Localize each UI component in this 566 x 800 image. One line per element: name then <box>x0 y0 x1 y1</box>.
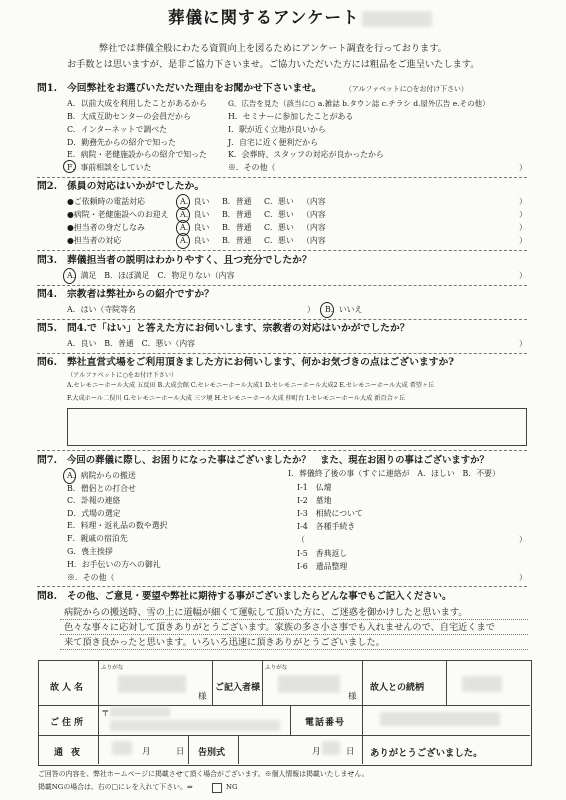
form-col-divider <box>262 660 263 705</box>
ruled-line <box>60 634 528 635</box>
q7-option-c[interactable]: C．訃報の連絡 <box>67 496 121 505</box>
q5-close: ） <box>519 339 527 348</box>
q7-i-1[interactable]: I-1 仏壇 <box>297 483 332 492</box>
redacted-relation <box>462 676 502 692</box>
q8-handwritten-line-1: 病院からの搬送時、雪の上に道幅が細くて運転して頂いた方に、ご迷惑を御かけしたと思います。 <box>64 607 468 618</box>
q1-option-j[interactable]: J．自宅に近く便利だから <box>228 138 318 147</box>
q2-row-3-b[interactable]: B．普通 <box>222 223 252 232</box>
q1-option-e[interactable]: E．病院・老健施設からの紹介で知った <box>67 150 207 159</box>
q2-row-2-c[interactable]: C．悪い <box>264 210 294 219</box>
q7-i-4[interactable]: I-4 各種手続き <box>297 522 356 531</box>
form-col-divider <box>98 660 99 764</box>
wake-label: 通夜 <box>54 748 89 758</box>
q2-row-1-c[interactable]: C．悪い <box>264 197 294 206</box>
intro-line-1: 弊社では葬儀全般にわたる資質向上を図るためにアンケート調査を行っております。 <box>99 43 447 54</box>
q7-i-4-close: ） <box>519 535 527 544</box>
q1-option-i[interactable]: I．駅が近く立地が良いから <box>228 125 326 134</box>
deceased-sama: 様 <box>198 692 207 702</box>
q4-number: 問4. <box>37 289 58 300</box>
furigana-label-2: ふりがな <box>265 665 288 671</box>
q2-row-1-label: ●ご依頼時の電話対応 <box>67 197 145 206</box>
q7-i-6[interactable]: I-6 遺品整理 <box>297 562 348 571</box>
q2-row-3-a[interactable]: A．良い <box>180 223 210 232</box>
q2-row-4-label: ●担当者の対応 <box>67 236 122 245</box>
q3-close: ） <box>519 271 527 280</box>
redacted-phone <box>380 712 500 726</box>
form-col-divider <box>212 660 213 705</box>
form-col-divider <box>290 705 291 735</box>
form-col-divider <box>238 735 239 764</box>
answer-mark-circle <box>63 468 76 484</box>
divider <box>37 177 527 178</box>
q2-row-3-c[interactable]: C．悪い <box>264 223 294 232</box>
q1-option-h[interactable]: H．セミナーに参加したことがある <box>228 112 354 121</box>
q2-row-3-detail[interactable]: （内容 <box>302 223 326 232</box>
divider <box>37 250 527 251</box>
phone-label: 電話番号 <box>305 718 346 728</box>
q7-other-close: ） <box>519 573 527 582</box>
form-col-divider <box>362 735 363 764</box>
q4-option-b[interactable]: B．いいえ <box>325 305 363 314</box>
writer-sama: 様 <box>348 692 357 702</box>
q1-option-c[interactable]: C．インターネットで調べた <box>67 125 168 134</box>
wake-day: 日 <box>176 747 185 757</box>
q7-option-f[interactable]: F．親戚の宿泊先 <box>67 534 128 543</box>
q2-row-2-label: ●病院・老健施設へのお迎え <box>67 210 169 219</box>
q5-options[interactable]: A．良い B．普通 C．悪い（内容 <box>67 339 196 348</box>
q6-note: （アルファベットに○をお付け下さい） <box>67 372 178 379</box>
q4-close: ） <box>307 305 315 314</box>
redacted-postal-code <box>110 707 170 717</box>
q7-option-b[interactable]: B．僧侶との打合せ <box>67 484 136 493</box>
q2-row-2-detail[interactable]: （内容 <box>302 210 326 219</box>
q5-text: 問4.で「はい」と答えた方にお伺いします、宗教者の対応はいかがでしたか？ <box>67 323 410 334</box>
q2-row-2-a[interactable]: A．良い <box>180 210 210 219</box>
q2-row-4-b[interactable]: B．普通 <box>222 236 252 245</box>
redacted-address <box>110 720 280 731</box>
q7-option-a[interactable]: A．病院からの搬送 <box>67 471 136 480</box>
q6-venues-1[interactable]: A.セレモニーホール大成 五反田 B.大成会館 C.セレモニーホール大成1 D.セレモニーホール大成2 E.セレモニーホール大成 希望ヶ丘 <box>67 382 435 389</box>
q6-comment-box[interactable] <box>67 408 527 446</box>
q1-text: 今回弊社をお選びいただいた理由をお聞かせ下さいませ。 <box>67 83 322 94</box>
q7-i-5[interactable]: I-5 香典返し <box>297 549 348 558</box>
wake-month: 月 <box>142 747 151 757</box>
answer-mark-circle <box>320 302 334 318</box>
q3-number: 問3. <box>37 255 58 266</box>
ruled-line <box>60 619 528 620</box>
q8-handwritten-line-2: 色々な事々に応対して頂きありがとうございます。家族の多さ小さ事でも入れませんので、自宅近くまで <box>64 622 495 633</box>
form-col-divider <box>362 660 363 705</box>
q2-row-3-label: ●担当者の身だしなみ <box>67 223 145 232</box>
form-col-divider <box>446 660 447 705</box>
q2-row-4-detail[interactable]: （内容 <box>302 236 326 245</box>
q7-i-2[interactable]: I-2 墓地 <box>297 496 332 505</box>
redacted-deceased-name <box>118 675 186 693</box>
footer-line-1: ご回答の内容を、弊社ホームページに掲載させて頂く場合がございます。※個人情報は掲載いたしません。 <box>38 770 369 778</box>
q7-text: 今回の葬儀に際し、お困りになった事はございましたか？ また、現在お困りの事はございますか？ <box>67 455 489 466</box>
q2-row-1-a[interactable]: A．良い <box>180 197 210 206</box>
q2-text: 係員の対応はいかがでしたか。 <box>67 181 205 192</box>
funeral-day: 日 <box>346 747 355 757</box>
funeral-month: 月 <box>312 747 321 757</box>
divider <box>37 450 527 451</box>
thanks-text: ありがとうございました。 <box>370 748 483 759</box>
intro-line-2: お手数とは思いますが、是非ご協力下さいませ。ご協力いただいた方には粗品をご進呈いたします。 <box>67 59 480 70</box>
q2-row-1-detail[interactable]: （内容 <box>302 197 326 206</box>
q5-number: 問5. <box>37 323 58 334</box>
relation-label: 故人との続柄 <box>370 683 425 693</box>
q1-note: （アルファベットに○をお付け下さい） <box>345 85 468 93</box>
writer-label: ご記入者様 <box>215 683 261 693</box>
divider <box>37 586 527 587</box>
footer-line-2: 掲載NGの場合は、右の□にレを入れて下さい。⇒ <box>38 783 193 791</box>
q7-number: 問7. <box>37 455 58 466</box>
q2-row-2-b[interactable]: B．普通 <box>222 210 252 219</box>
q1-option-b[interactable]: B．大成互助センターの会員だから <box>67 112 191 121</box>
q8-number: 問8. <box>37 591 58 602</box>
form-col-divider <box>188 735 189 764</box>
q3-text: 葬儀担当者の説明はわかりやすく、且つ充分でしたか？ <box>67 255 312 266</box>
q6-text: 弊社直営式場をご利用頂きました方にお伺いします、何かお気づきの点はございますか? <box>67 357 455 368</box>
redacted-funeral-day <box>322 741 340 755</box>
q1-option-f[interactable]: F．事前相談をしていた <box>67 163 152 172</box>
q6-venues-2[interactable]: F.大成ホール二俣川 G.セレモニーホール大成 三ツ境 H.セレモニーホール大成 仲町台 I.セレモニーホール大成 新百合ヶ丘 <box>67 395 406 402</box>
q7-i-4-detail[interactable]: （ <box>297 535 305 544</box>
divider <box>37 319 527 320</box>
q7-option-e[interactable]: E．料理・返礼品の数や選択 <box>67 521 168 530</box>
q1-option-d[interactable]: D．勤務先からの紹介で知った <box>67 138 176 147</box>
redacted-wake-month <box>112 741 132 755</box>
postal-mark: 〒 <box>101 709 110 719</box>
q2-row-4-c[interactable]: C．悪い <box>264 236 294 245</box>
divider <box>37 353 527 354</box>
q2-close-1: ） <box>519 197 527 206</box>
q1-option-k[interactable]: K．会葬時、スタッフの対応が良かったから <box>228 150 384 159</box>
q3-options[interactable]: A．満足 B．ほぼ満足 C．物足りない（内容 <box>67 271 235 280</box>
deceased-name-label: 故人名 <box>50 683 87 693</box>
ruled-line <box>60 649 528 650</box>
form-row-divider <box>38 735 530 736</box>
q7-option-d[interactable]: D．式場の選定 <box>67 509 121 518</box>
q2-row-1-b[interactable]: B．普通 <box>222 197 252 206</box>
q1-option-other[interactable]: ※．その他（ <box>228 163 276 172</box>
ng-checkbox[interactable] <box>212 783 222 793</box>
q7-i-head[interactable]: I．葬儀終了後の事（すぐに連絡が A．ほしい B．不要） <box>288 469 500 478</box>
furigana-label-1: ふりがな <box>101 665 124 671</box>
redacted-writer-name <box>278 675 340 693</box>
q1-option-a[interactable]: A．以前大成を利用したことがあるから <box>67 99 207 108</box>
q2-close-2: ） <box>519 210 527 219</box>
q7-option-g[interactable]: G．喪主挨拶 <box>67 547 113 556</box>
ng-label: NG <box>226 783 238 791</box>
form-col-divider <box>362 705 363 735</box>
page-title: 葬儀に関するアンケート <box>168 8 360 27</box>
answer-mark-circle <box>176 233 190 249</box>
q8-handwritten-line-3: 来て頂き良かったと思います。いろいろ迅速に頂きありがとうございました。 <box>64 637 385 648</box>
q2-close-4: ） <box>519 236 527 245</box>
q6-number: 問6. <box>37 357 58 368</box>
q1-other-close: ） <box>519 163 527 172</box>
q2-row-4-a[interactable]: A．良い <box>180 236 210 245</box>
answer-mark-circle <box>63 160 76 173</box>
q7-i-3[interactable]: I-3 相続について <box>297 509 363 518</box>
q4-option-a[interactable]: A．はい（寺院等名 <box>67 305 136 314</box>
divider <box>37 285 527 286</box>
redacted-logo <box>362 11 432 27</box>
q2-number: 問2. <box>37 181 58 192</box>
q1-option-g[interactable]: G．広告を見た（該当に○ a.雑誌 b.タウン誌 c.チラシ d.屋外広告 e.その他） <box>228 99 490 108</box>
funeral-label: 告別式 <box>198 748 226 758</box>
q4-text: 宗教者は弊社からの紹介ですか？ <box>67 289 214 300</box>
form-row-divider <box>38 705 530 706</box>
address-label: ご住所 <box>50 718 87 728</box>
q8-text: その他、ご意見・要望や弊社に期待する事がございましたらどんな事でもご記入ください。 <box>67 591 452 602</box>
q7-option-h[interactable]: H．お手伝いの方への御礼 <box>67 560 161 569</box>
q1-number: 問1. <box>37 83 58 94</box>
q7-option-other[interactable]: ※．その他（ <box>67 573 115 582</box>
answer-mark-circle <box>63 268 76 284</box>
q2-close-3: ） <box>519 223 527 232</box>
